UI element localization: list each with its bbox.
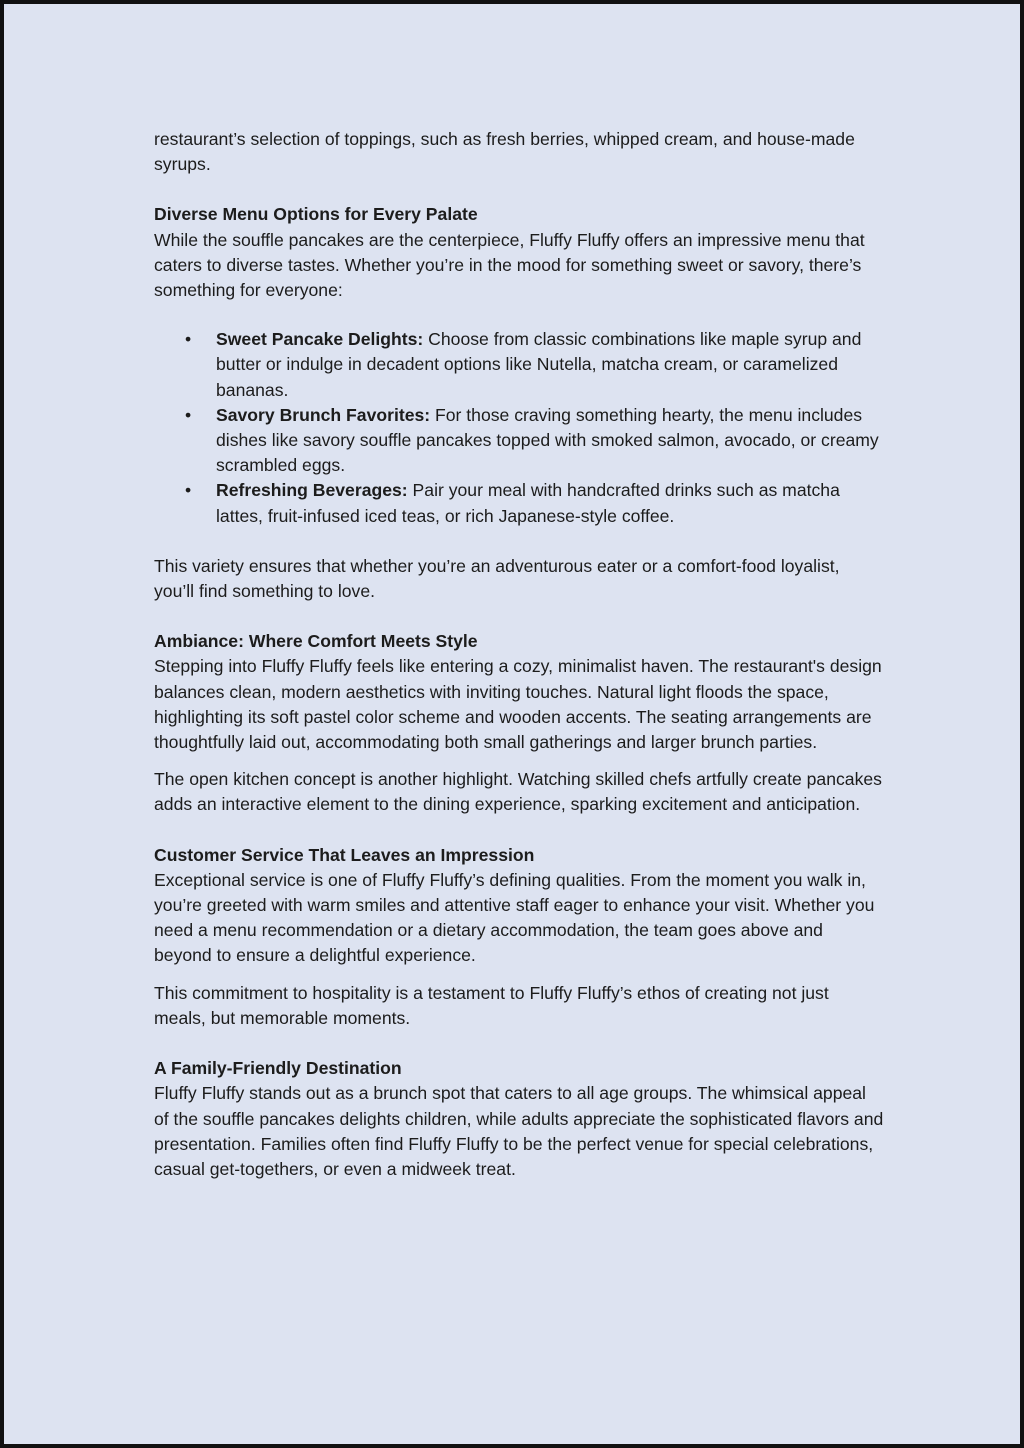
ambiance-paragraph: The open kitchen concept is another highlight. Watching skilled chefs artfully create pancakes adds an interactive element to the dining experience, sparking excitement and anticipation. [154, 769, 882, 815]
intro-continuation-paragraph: restaurant’s selection of toppings, such as fresh berries, whipped cream, and house-made syrups. [154, 129, 855, 175]
list-item-text: Pair your meal with handcrafted drinks such as matcha lattes, fruit-infused iced teas, or rich Japanese-style coffee. [216, 480, 840, 526]
list-item [185, 403, 884, 479]
ambiance-section [154, 629, 884, 817]
customer-service-section [154, 843, 884, 1031]
menu-options-section [154, 202, 884, 604]
menu-options-list [154, 327, 884, 529]
list-item-term: Savory Brunch Favorites: [216, 404, 431, 425]
list-item-text: Choose from classic combinations like maple syrup and butter or indulge in decadent options like Nutella, matcha cream, or caramelized bananas. [216, 329, 862, 400]
bullet-icon: • [185, 329, 192, 350]
family-friendly-section [154, 1056, 884, 1182]
list-item [185, 327, 884, 403]
list-item-text: For those craving something hearty, the menu includes dishes like savory souffle pancakes topped with smoked salmon, avocado, or creamy scrambled eggs. [216, 404, 879, 476]
list-item-term: Refreshing Beverages: [216, 480, 408, 501]
ambiance-paragraph: Stepping into Fluffy Fluffy feels like entering a cozy, minimalist haven. The restaurant's design balances clean, modern aesthetics with inviting touches. Natural light floods the space, highlighting its soft pastel color scheme and wooden accents. The seating arrangements are thoughtfully laid out, accommodating both small gatherings and larger brunch parties. [154, 656, 882, 753]
bullet-icon: • [185, 480, 192, 501]
menu-options-closing-paragraph: This variety ensures that whether you’re an adventurous eater or a comfort-food loyalist, you’ll find something to love. [154, 555, 840, 602]
family-friendly-heading: A Family-Friendly Destination [154, 1058, 402, 1079]
customer-service-paragraph: This commitment to hospitality is a testament to Fluffy Fluffy’s ethos of creating not just meals, but memorable moments. [154, 982, 829, 1028]
family-friendly-paragraph: Fluffy Fluffy stands out as a brunch spot that caters to all age groups. The whimsical appeal of the souffle pancakes delights children, while adults appreciate the sophisticated flavors and presentation. Families often find Fluffy Fluffy to be the perfect venue for special celebrations, casual get-togethers, or even a midweek treat. [154, 1083, 884, 1179]
customer-service-heading: Customer Service That Leaves an Impression [154, 844, 535, 865]
ambiance-heading: Ambiance: Where Comfort Meets Style [154, 631, 478, 652]
menu-options-heading: Diverse Menu Options for Every Palate [154, 204, 478, 225]
customer-service-paragraph: Exceptional service is one of Fluffy Fluffy’s defining qualities. From the moment you walk in, you’re greeted with warm smiles and attentive staff eager to enhance your visit. Whether you need a menu recommendation or a dietary accommodation, the team goes above and beyond to ensure a delightful experience. [154, 869, 875, 966]
list-item-term: Sweet Pancake Delights: [216, 329, 424, 350]
menu-options-intro-paragraph: While the souffle pancakes are the centerpiece, Fluffy Fluffy offers an impressive menu that caters to diverse tastes. Whether you’re in the mood for something sweet or savory, there’s something for everyone: [154, 229, 865, 301]
article-body [154, 127, 884, 1182]
bullet-icon: • [185, 404, 192, 425]
list-item [185, 478, 884, 528]
